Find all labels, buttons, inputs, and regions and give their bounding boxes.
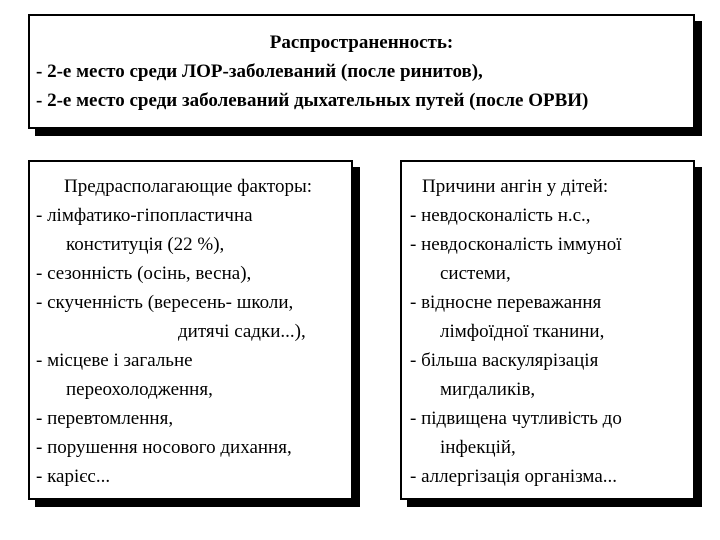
factor-line: переохолодження, — [66, 379, 213, 400]
factor-line: конституція (22 %), — [66, 234, 225, 255]
factor-line: - карієс... — [36, 466, 111, 487]
cause-line: - більша васкулярізація — [410, 350, 599, 371]
cause-line: лімфоїдної тканини, — [440, 321, 605, 342]
factor-line: дитячі садки...), — [178, 321, 306, 342]
cause-line: - невдосконалість іммуної — [410, 234, 622, 255]
cause-line: - невдосконалість н.с., — [410, 205, 591, 226]
cause-line: інфекцій, — [440, 437, 516, 458]
cause-line: системи, — [440, 263, 511, 284]
causes-box — [400, 160, 695, 500]
factor-line: - порушення носового дихання, — [36, 437, 292, 458]
factor-line: - лімфатико-гіпопластична — [36, 205, 253, 226]
factor-line: - місцеве і загальне — [36, 350, 193, 371]
prevalence-title: Распространенность: — [269, 32, 454, 53]
prevalence-box — [28, 14, 695, 129]
causes-title: Причини ангін у дітей: — [422, 176, 609, 197]
cause-line: - підвищена чутливість до — [410, 408, 622, 429]
cause-line: - відносне переважання — [410, 292, 602, 313]
factor-line: - перевтомлення, — [36, 408, 174, 429]
predisposing-factors-box — [28, 160, 353, 500]
cause-line: мигдаликів, — [440, 379, 536, 400]
cause-line: - аллергізація організма... — [410, 466, 618, 487]
predisposing-factors-title: Предрасполагающие факторы: — [64, 176, 312, 197]
prevalence-line: - 2-е место среди заболеваний дыхательных путей (после ОРВИ) — [36, 90, 589, 111]
factor-line: - сезонність (осінь, весна), — [36, 263, 252, 284]
factor-line: - скученність (вересень- школи, — [36, 292, 294, 313]
prevalence-line: - 2-е место среди ЛОР-заболеваний (после ринитов), — [36, 61, 483, 82]
